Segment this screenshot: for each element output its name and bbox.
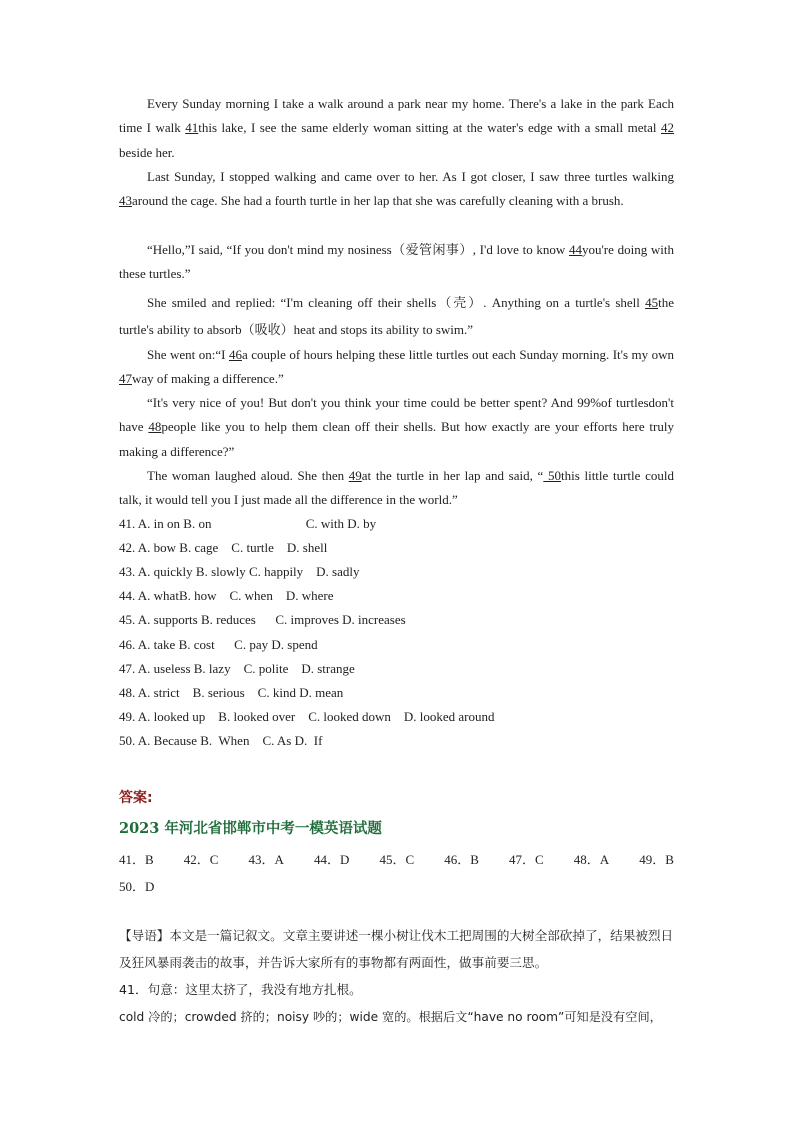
text: at the turtle in her lap and said, “ <box>361 468 544 483</box>
passage-paragraph-2 <box>119 165 674 214</box>
blank-44: 44 <box>568 242 582 257</box>
question-41-analysis: cold 冷的；crowded 挤的；noisy 吵的；wide 宽的。根据后文“have no room”可知是没有空间， <box>119 1010 662 1024</box>
answer-item: 48．A <box>573 852 610 867</box>
passage-paragraph-6 <box>119 391 674 464</box>
blank-45: 45 <box>645 295 659 310</box>
answer-item: 46．B <box>444 852 479 867</box>
text: this lake, I see the same elderly woman sitting at the water's edge with a small metal <box>198 120 661 136</box>
blank-41: 41 <box>185 120 199 136</box>
question-41-meaning: 41．句意：这里太挤了，我没有地方扎根。 <box>119 982 362 997</box>
blank-42: 42 <box>661 120 674 136</box>
passage-paragraph-4 <box>119 289 674 343</box>
answer-item: 44．D <box>314 852 350 867</box>
option-line-42: 42. A. bow B. cage C. turtle D. shell <box>119 540 328 555</box>
text: this little turtle could talk, it would tell you I just made all the difference in the world.” <box>119 468 674 508</box>
text: beside her. <box>119 144 175 160</box>
option-line-47: 47. A. useless B. lazy C. polite D. strange <box>119 661 355 676</box>
text: a couple of hours helping these little turtles out each Sunday morning. It's my own <box>241 347 675 362</box>
text: people like you to help them clean off their shells. But how exactly are your efforts here truly making a difference?” <box>119 419 674 459</box>
blank-50: 50 <box>543 468 561 483</box>
exam-title: 2023 年河北省邯郸市中考一模英语试题 <box>119 820 382 837</box>
option-line-48: 48. A. strict B. serious C. kind D. mean <box>119 685 344 700</box>
text: you're doing with these turtles.” <box>119 242 674 282</box>
option-line-45: 45. A. supports B. reduces C. improves D. increases <box>119 612 406 627</box>
passage-paragraph-3 <box>119 238 674 287</box>
text: around the cage. She had a fourth turtle in her lap that she was carefully cleaning with a brush. <box>132 193 624 209</box>
answer-key <box>119 846 674 900</box>
option-line-50: 50. A. Because B. When C. As D. If <box>119 733 323 748</box>
text: The woman laughed aloud. She then <box>147 468 349 483</box>
blank-48: 48 <box>148 419 162 435</box>
text: She smiled and replied: “I'm cleaning off their shells（壳）. Anything on a turtle's shell <box>147 295 646 310</box>
option-line-43: 43. A. quickly B. slowly C. happily D. sadly <box>119 564 360 579</box>
text: “Hello,”I said, “If you don't mind my nosiness（爱管闲事）, I'd love to know <box>147 242 569 257</box>
option-line-49: 49. A. looked up B. looked over C. looked down D. looked around <box>119 709 495 724</box>
guide-paragraph: 【导语】本文是一篇记叙文。文章主要讲述一棵小树让伐木工把周围的大树全部砍掉了，结果被烈日及狂风暴雨袭击的故事，并告诉大家所有的事物都有两面性，做事前要三思。 <box>119 928 674 970</box>
blank-47: 47 <box>119 371 132 387</box>
answer-item: 45．C <box>379 852 415 867</box>
text: way of making a difference.” <box>132 371 284 387</box>
text: “It's very nice of you! But don't you think your time could be better spent? And 99%of turtlesdon't have <box>119 395 674 435</box>
option-line-41: 41. A. in on B. on C. with D. by <box>119 516 377 531</box>
answer-item: 43．A <box>248 852 284 867</box>
passage-paragraph-5 <box>119 343 674 392</box>
text: Last Sunday, I stopped walking and came over to her. As I got closer, I saw three turtles walking <box>147 169 674 184</box>
answer-row <box>119 846 674 873</box>
passage-paragraph-1 <box>119 92 674 165</box>
blank-46: 46 <box>228 347 242 362</box>
answer-item: 49．B <box>639 852 674 867</box>
answer-item: 41．B <box>119 852 154 867</box>
answer-item: 50．D <box>119 879 155 894</box>
answer-row <box>119 873 674 900</box>
text: She went on:“I <box>147 347 229 362</box>
option-line-44: 44. A. whatB. how C. when D. where <box>119 588 334 603</box>
passage-paragraph-7 <box>119 464 674 513</box>
blank-49: 49 <box>348 468 362 483</box>
text: Every Sunday morning I take a walk around a park near my home. There's a lake in the park Each time I walk <box>119 96 674 136</box>
answer-item: 42．C <box>183 852 219 867</box>
text: the turtle's ability to absorb（吸收）heat and stops its ability to swim.” <box>119 295 674 337</box>
option-line-46: 46. A. take B. cost C. pay D. spend <box>119 637 318 652</box>
answer-item: 47．C <box>509 852 544 867</box>
blank-43: 43 <box>119 193 132 209</box>
answer-heading: 答案: <box>119 790 153 806</box>
